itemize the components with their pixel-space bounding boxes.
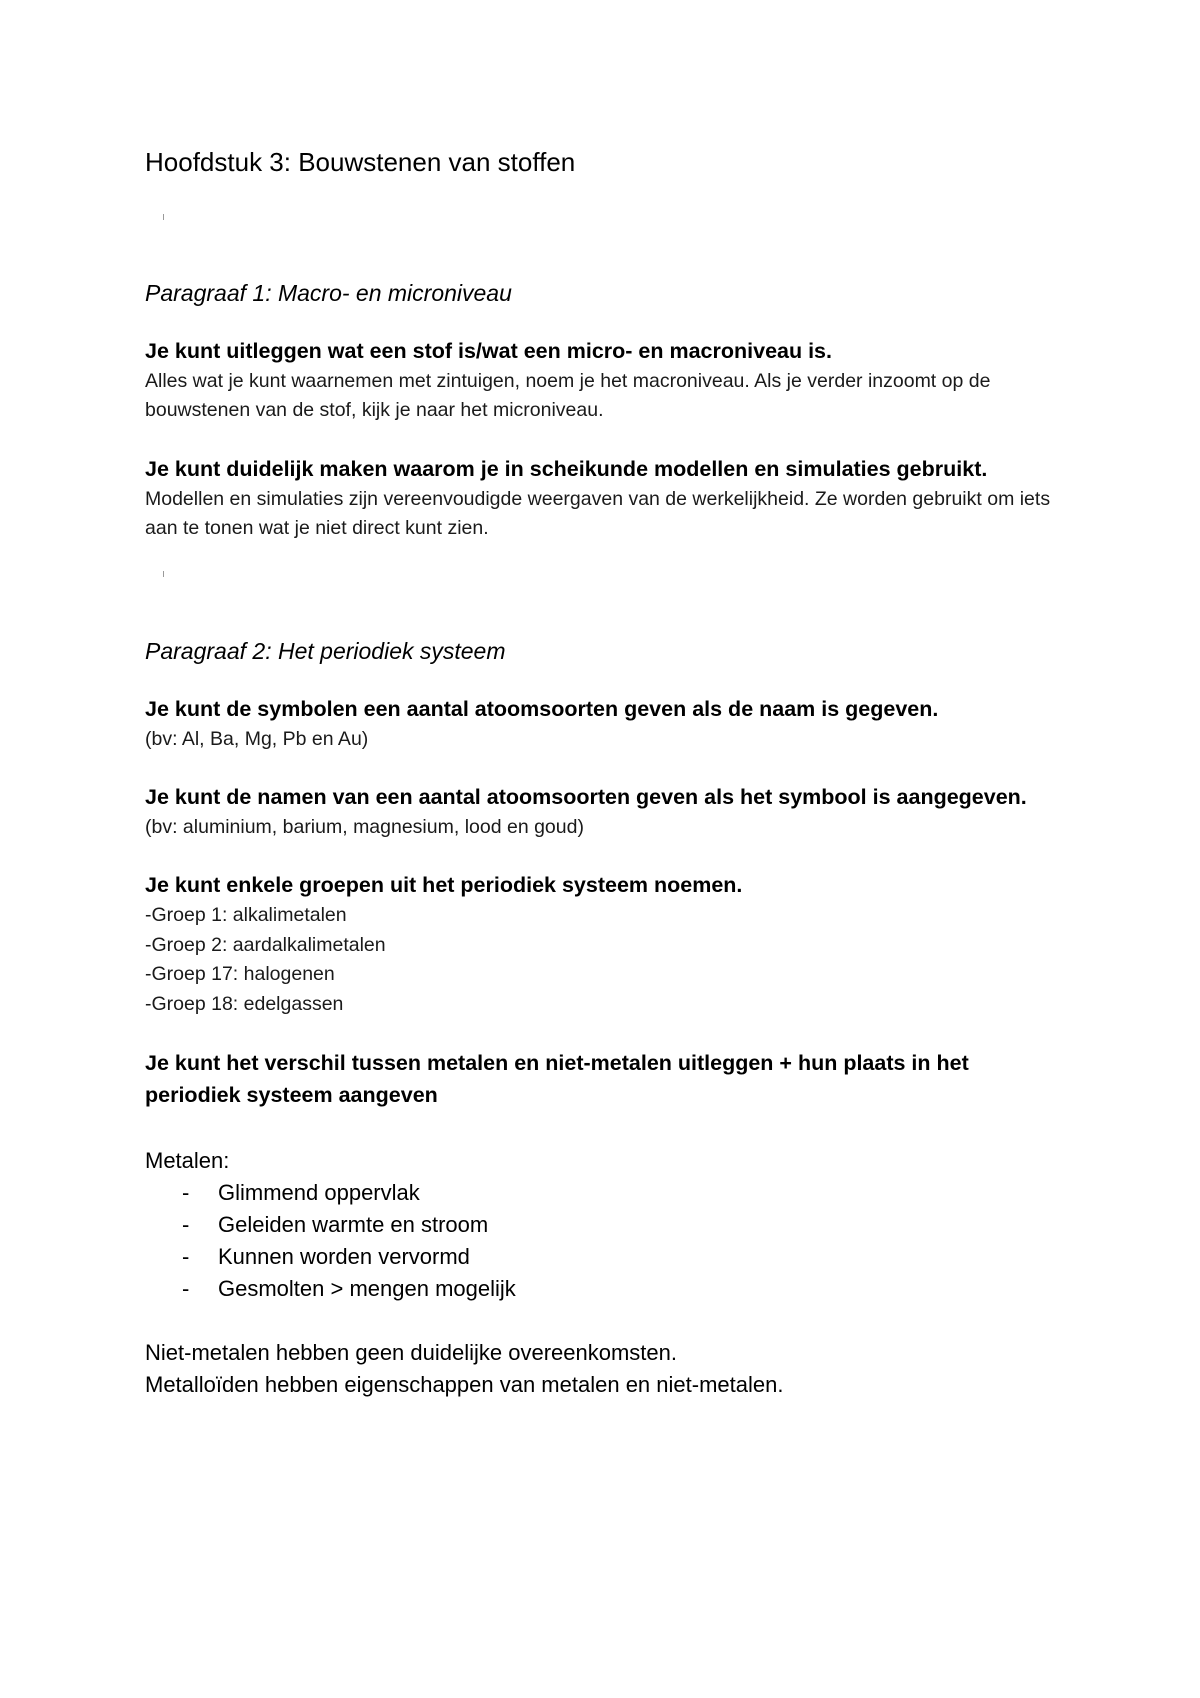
objective-heading: Je kunt uitleggen wat een stof is/wat een micro- en macroniveau is.	[145, 339, 832, 363]
list-item: -Groep 1: alkalimetalen	[145, 904, 347, 926]
metal-properties-list	[145, 1177, 1065, 1305]
objective-heading: Je kunt enkele groepen uit het periodiek systeem noemen.	[145, 873, 743, 897]
list-item: -Groep 2: aardalkalimetalen	[145, 933, 386, 956]
list-item-text: Kunnen worden vervormd	[218, 1244, 470, 1269]
list-item	[145, 1177, 1065, 1209]
metals-label: Metalen:	[145, 1148, 230, 1173]
document-title: Hoofdstuk 3: Bouwstenen van stoffen	[145, 147, 576, 177]
closing-line: Metalloïden hebben eigenschappen van metalen en niet-metalen.	[145, 1372, 784, 1397]
objective-heading: Je kunt de namen van een aantal atoomsoorten geven als het symbool is aangegeven.	[145, 785, 1027, 809]
list-item-text: Geleiden warmte en stroom	[218, 1212, 489, 1237]
objective-text: Alles wat je kunt waarnemen met zintuigen, noem je het macroniveau. Als je verder inzoomt op de bouwstenen van de stof, kijk je naar het microniveau.	[145, 370, 991, 421]
list-item-text: Gesmolten > mengen mogelijk	[218, 1276, 516, 1301]
list-item	[145, 1209, 1065, 1241]
document-content	[145, 144, 1065, 1401]
list-dash: -	[182, 1244, 190, 1269]
separator-mark	[163, 571, 164, 577]
objective-heading: Je kunt duidelijk maken waarom je in scheikunde modellen en simulaties gebruikt.	[145, 457, 988, 481]
list-item: -Groep 18: edelgassen	[145, 992, 344, 1015]
list-item-text: Glimmend oppervlak	[218, 1180, 420, 1205]
objective-heading: Je kunt het verschil tussen metalen en niet-metalen uitleggen + hun plaats in het periodiek systeem aangeven	[145, 1051, 969, 1107]
section-heading-paragraaf-2: Paragraaf 2: Het periodiek systeem	[145, 638, 506, 664]
list-item: -Groep 17: halogenen	[145, 963, 335, 985]
objective-heading: Je kunt de symbolen een aantal atoomsoorten geven als de naam is gegeven.	[145, 697, 939, 721]
list-dash: -	[182, 1180, 190, 1205]
section-heading-paragraaf-1: Paragraaf 1: Macro- en microniveau	[145, 280, 512, 306]
list-dash: -	[182, 1212, 190, 1237]
list-dash: -	[182, 1276, 190, 1301]
group-list	[145, 901, 1065, 1019]
list-item	[145, 1273, 1065, 1305]
separator-mark	[163, 214, 164, 220]
objective-example: (bv: Al, Ba, Mg, Pb en Au)	[145, 728, 369, 750]
objective-text: Modellen en simulaties zijn vereenvoudigde weergaven van de werkelijkheid. Ze worden gebruikt om iets aan te tonen wat je niet direct kunt zien.	[145, 488, 1051, 539]
objective-example: (bv: aluminium, barium, magnesium, lood en goud)	[145, 816, 584, 838]
closing-line: Niet-metalen hebben geen duidelijke overeenkomsten.	[145, 1340, 678, 1365]
list-item	[145, 1241, 1065, 1273]
